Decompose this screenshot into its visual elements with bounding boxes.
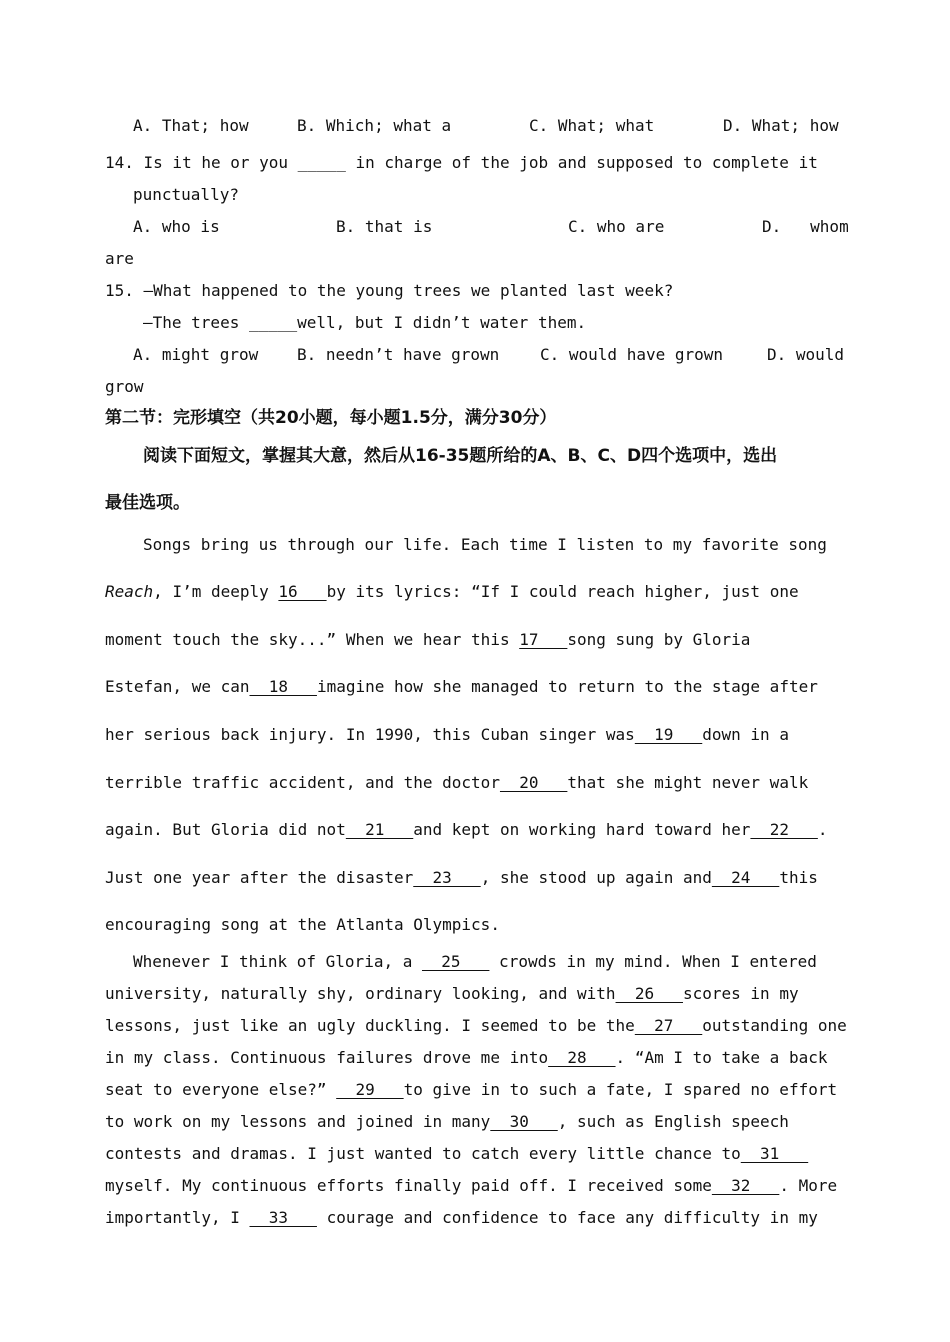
blank-28: 28: [548, 1048, 616, 1067]
q13-option-b: B. Which; what a: [297, 116, 452, 135]
passage-line: Songs bring us through our life. Each time I listen to my favorite song: [143, 535, 827, 554]
q14-stem-line2: punctually?: [133, 185, 239, 204]
q15-stem-line2: —The trees _____well, but I didn’t water them.: [143, 313, 587, 332]
blank-29: 29: [336, 1080, 404, 1099]
blank-32: 32: [711, 1176, 780, 1195]
q14-stem-line1: 14. Is it he or you _____ in charge of the job and supposed to complete it: [105, 153, 818, 172]
passage-line: Reach, I’m deeply 16 by its lyrics: “If I could reach higher, just one: [105, 582, 799, 601]
q15-option-d: D. would: [767, 345, 845, 364]
passage-line: lessons, just like an ugly duckling. I seemed to be the 27 outstanding one: [105, 1016, 847, 1035]
passage-line: importantly, I 33 courage and confidence to face any difficulty in my: [105, 1208, 818, 1227]
blank-26: 26: [615, 984, 683, 1003]
q15-option-d-cont: grow: [105, 377, 144, 396]
passage-line: myself. My continuous efforts finally paid off. I received some 32 . More: [105, 1176, 838, 1195]
blank-31: 31: [740, 1144, 809, 1163]
passage-line: seat to everyone else?” 29 to give in to such a fate, I spared no effort: [105, 1080, 838, 1099]
q14-option-d-cont: are: [105, 249, 134, 268]
q13-option-d: D. What; how: [723, 116, 839, 135]
song-title: Reach: [105, 582, 154, 601]
blank-23: 23: [413, 868, 481, 887]
blank-27: 27: [634, 1016, 703, 1035]
passage-line: moment touch the sky...” When we hear this 17 song sung by Gloria: [105, 630, 751, 649]
passage-line: again. But Gloria did not 21 and kept on working hard toward her 22 .: [105, 820, 828, 839]
q14-option-b: B. that is: [336, 217, 433, 236]
passage-line: Estefan, we can 18 imagine how she managed to return to the stage after: [105, 677, 818, 696]
blank-25: 25: [421, 952, 490, 971]
blank-16: 16: [278, 582, 327, 601]
blank-21: 21: [345, 820, 414, 839]
q13-option-a: A. That; how: [133, 116, 249, 135]
passage-line: to work on my lessons and joined in many 30 , such as English speech: [105, 1112, 789, 1131]
section-instruction-line1: 阅读下面短文，掌握其大意，然后从16-35题所给的A、B、C、D四个选项中，选出: [143, 446, 778, 466]
passage-line: university, naturally shy, ordinary looking, and with 26 scores in my: [105, 984, 799, 1003]
blank-33: 33: [249, 1208, 317, 1227]
blank-17: 17: [519, 630, 568, 649]
passage-line: contests and dramas. I just wanted to catch every little chance to 31: [105, 1144, 809, 1163]
passage-line: her serious back injury. In 1990, this Cuban singer was 19 down in a: [105, 725, 789, 744]
q14-option-c: C. who are: [568, 217, 665, 236]
passage-line: in my class. Continuous failures drove me into 28 . “Am I to take a back: [105, 1048, 828, 1067]
blank-19: 19: [634, 725, 703, 744]
q13-option-c: C. What; what: [529, 116, 655, 135]
q14-option-d: D. whom: [762, 217, 849, 236]
q14-option-a: A. who is: [133, 217, 220, 236]
passage-line: encouraging song at the Atlanta Olympics.: [105, 915, 500, 934]
blank-22: 22: [750, 820, 818, 839]
q15-stem-line1: 15. —What happened to the young trees we planted last week?: [105, 281, 674, 300]
section-instruction-line2: 最佳选项。: [105, 493, 190, 513]
section-heading: 第二节：完形填空（共20小题，每小题1.5分，满分30分）: [105, 408, 557, 428]
q15-option-c: C. would have grown: [540, 345, 724, 364]
q15-option-a: A. might grow: [133, 345, 259, 364]
passage-line: Whenever I think of Gloria, a 25 crowds in my mind. When I entered: [133, 952, 817, 971]
passage-line: Just one year after the disaster 23 , she stood up again and 24 this: [105, 868, 818, 887]
q15-option-b: B. needn’t have grown: [297, 345, 500, 364]
passage-line: terrible traffic accident, and the doctor 20 that she might never walk: [105, 773, 809, 792]
blank-24: 24: [711, 868, 780, 887]
blank-18: 18: [249, 677, 317, 696]
blank-30: 30: [490, 1112, 558, 1131]
blank-20: 20: [499, 773, 568, 792]
